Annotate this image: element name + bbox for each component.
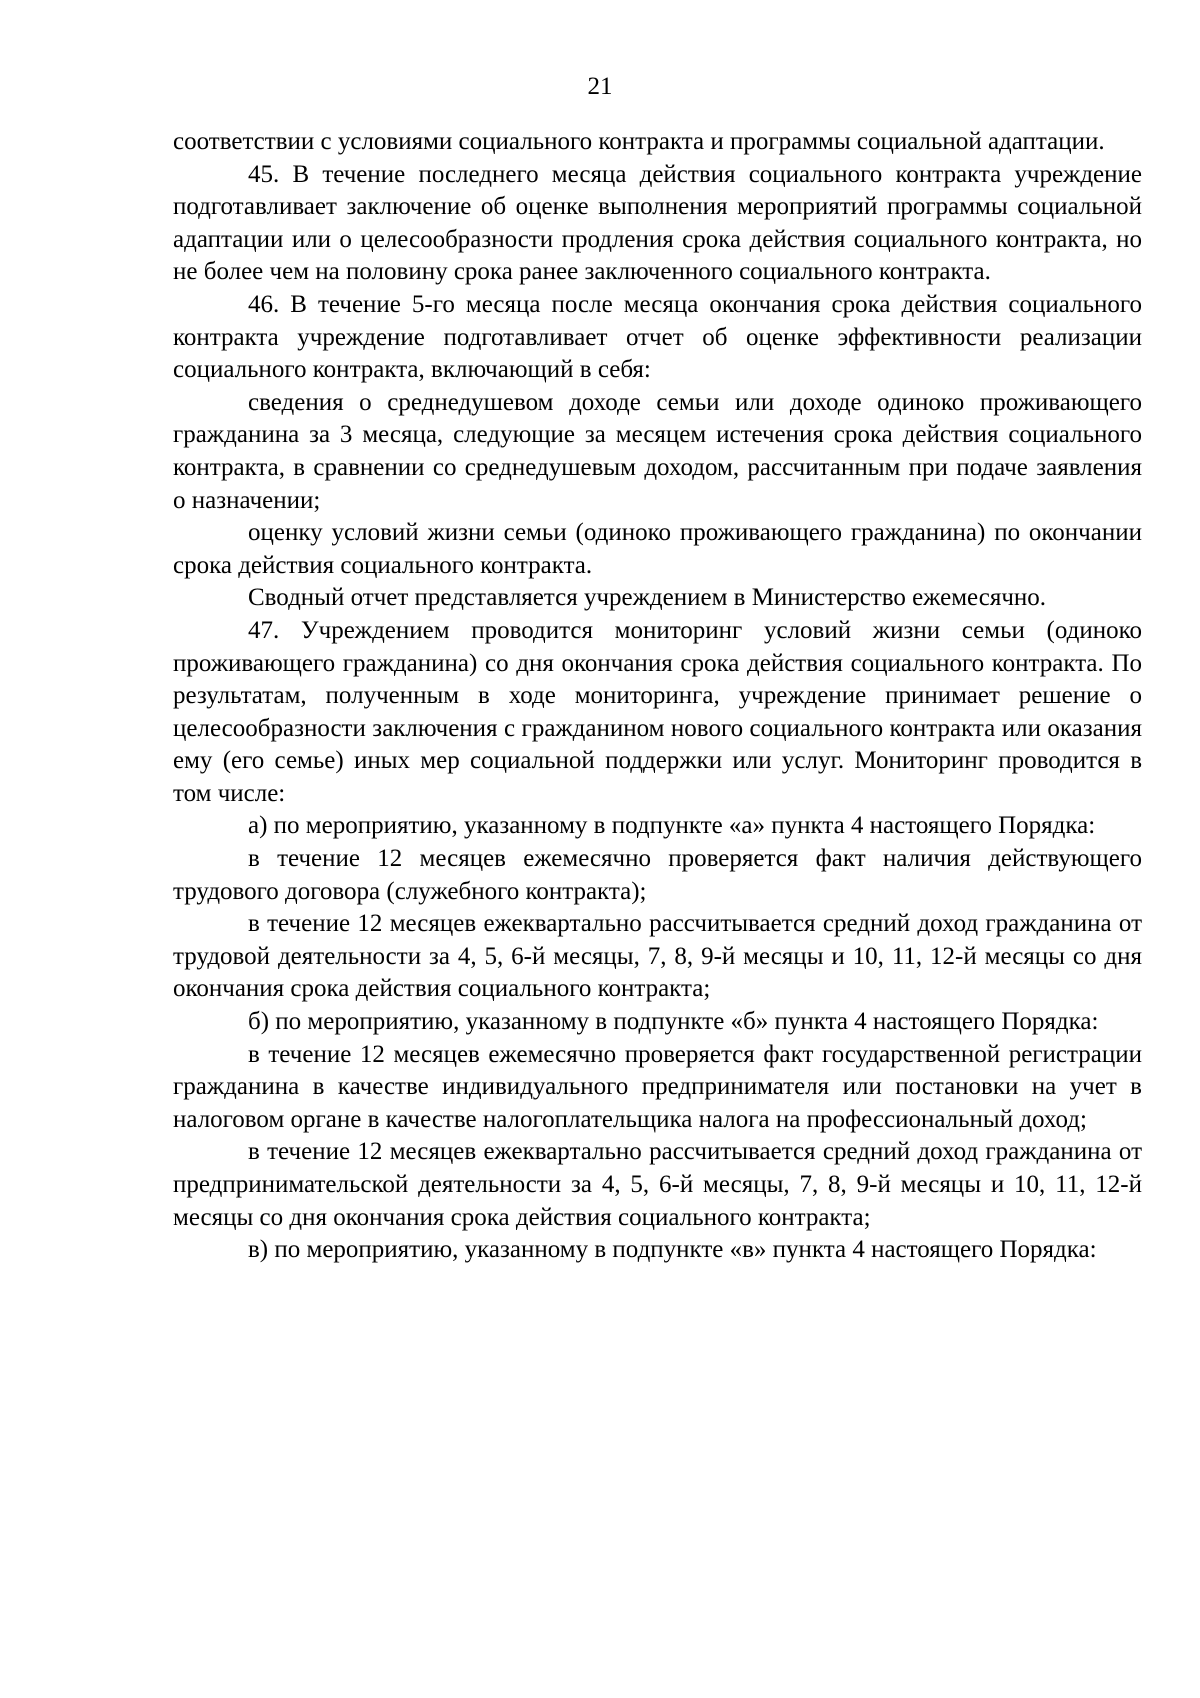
- paragraph-item-45: 45. В течение последнего месяца действия социального контракта учреждение подготавливает заключение об оценке выполнения мероприятий программы социальной адаптации или о целесообразности продления срока действия социального контракта, но не более чем на половину срока ранее заключенного социального контракта.: [173, 160, 1142, 286]
- paragraph-item-46: 46. В течение 5-го месяца после месяца окончания срока действия социального контракта учреждение подготавливает отчет об оценке эффективности реализации социального контракта, включающий в себя:: [173, 290, 1142, 384]
- paragraph-continuation: соответствии с условиями социального контракта и программы социальной адаптации.: [173, 128, 1105, 155]
- paragraph-living-conditions: оценку условий жизни семьи (одиноко проживающего гражданина) по окончании срока действия социального контракта.: [173, 519, 1142, 579]
- paragraph-b-income-calc: в течение 12 месяцев ежеквартально рассчитывается средний доход гражданина от предпринимательской деятельности за 4, 5, 6-й месяцы, 7, 8, 9-й месяцы и 10, 11, 12-й месяцы со дня окончания срока действия социального контракта;: [173, 1138, 1142, 1231]
- paragraph-a-employment-check: в течение 12 месяцев ежемесячно проверяется факт наличия действующего трудового договора (служебного контракта);: [173, 845, 1142, 905]
- document-body: [173, 126, 1142, 1267]
- page-number: 21: [587, 73, 613, 100]
- paragraph-subitem-a: а) по мероприятию, указанному в подпункте «а» пункта 4 настоящего Порядка:: [248, 812, 1096, 840]
- paragraph-income-info: сведения о среднедушевом доходе семьи или доходе одиноко проживающего гражданина за 3 месяца, следующие за месяцем истечения срока действия социального контракта, в сравнении со среднедушевым доходом, рассчитанным при подаче заявления о назначении;: [173, 388, 1142, 514]
- paragraph-summary-report: Сводный отчет представляется учреждением в Министерство ежемесячно.: [248, 584, 1047, 612]
- paragraph-a-income-calc: в течение 12 месяцев ежеквартально рассчитывается средний доход гражданина от трудовой деятельности за 4, 5, 6-й месяцы, 7, 8, 9-й месяцы и 10, 11, 12-й месяцы со дня окончания срока действия социального контракта;: [173, 910, 1142, 1003]
- paragraph-item-47: 47. Учреждением проводится мониторинг условий жизни семьи (одиноко проживающего гражданина) со дня окончания срока действия социального контракта. По результатам, полученным в ходе мониторинга, учреждение принимает решение о целесообразности заключения с гражданином нового социального контракта или оказания ему (его семье) иных мер социальной поддержки или услуг. Мониторинг проводится в том числе:: [173, 616, 1142, 807]
- paragraph-subitem-v: в) по мероприятию, указанному в подпункте «в» пункта 4 настоящего Порядка:: [248, 1236, 1097, 1264]
- paragraph-b-registration-check: в течение 12 месяцев ежемесячно проверяется факт государственной регистрации гражданина в качестве индивидуального предпринимателя или постановки на учет в налоговом органе в качестве налогоплательщика налога на профессиональный доход;: [173, 1040, 1142, 1133]
- paragraph-subitem-b: б) по мероприятию, указанному в подпункте «б» пункта 4 настоящего Порядка:: [248, 1008, 1099, 1036]
